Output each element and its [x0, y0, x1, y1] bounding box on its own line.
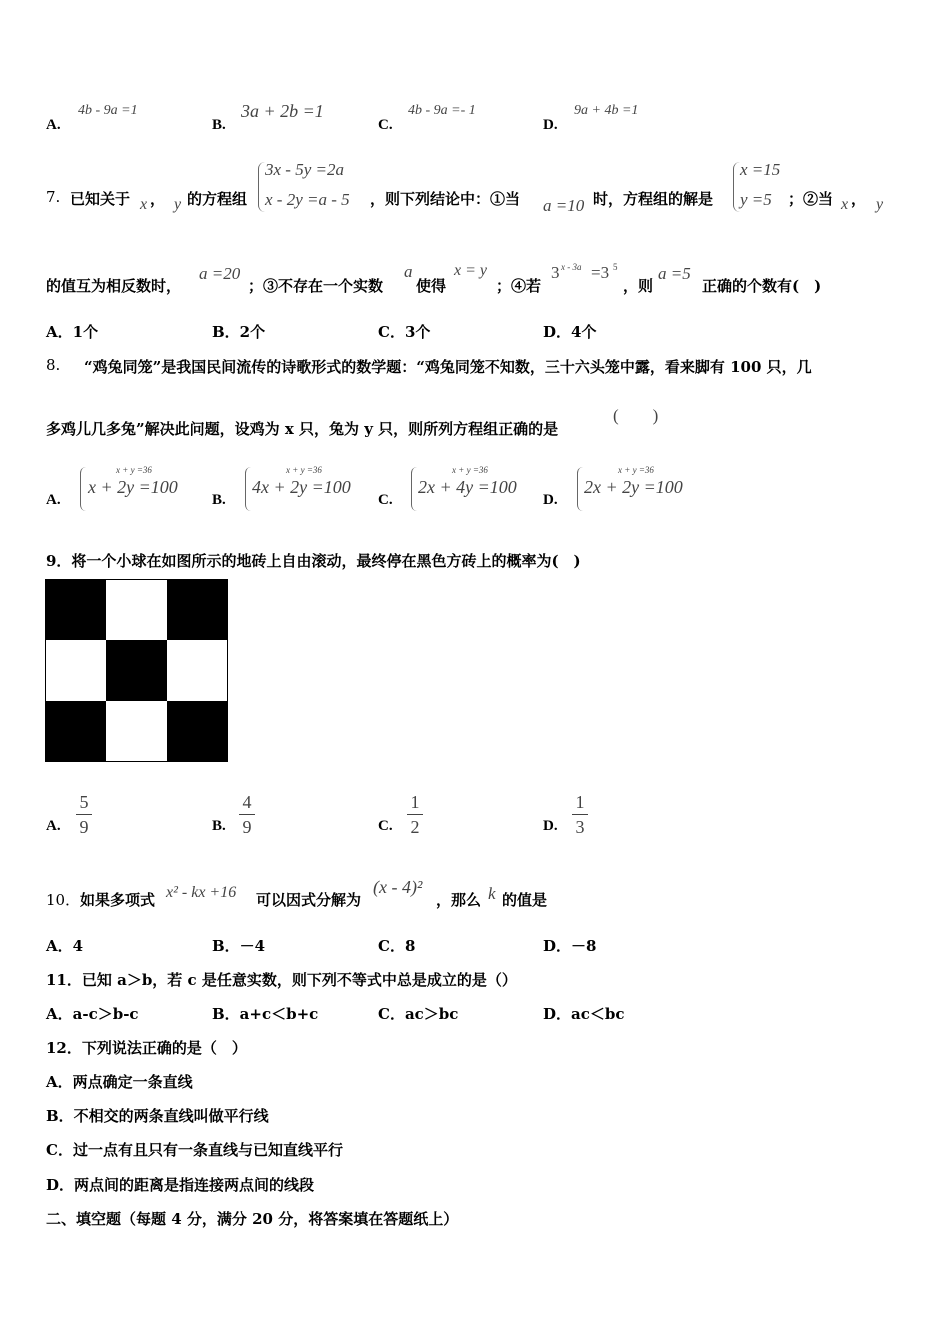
tile-black: [167, 580, 227, 640]
q7-comma-1: ，: [150, 190, 166, 208]
q7-a-eq-20: a =20: [199, 264, 241, 283]
tile-black: [167, 701, 227, 761]
q7-power-left-exponent: x - 3a: [561, 262, 582, 272]
q10-option-b: B．－4: [212, 937, 266, 955]
q10-number: 10．: [46, 891, 81, 909]
q8-option-c-brace: [411, 467, 417, 511]
q7-text-11: 正确的个数有( ): [702, 277, 822, 295]
q6-option-b-expr: 3a + 2b =1: [241, 101, 324, 121]
q12-text: 12．下列说法正确的是（ ）: [46, 1039, 247, 1057]
q8-option-d-label: D.: [543, 492, 558, 508]
q10-text-3: ，那么: [436, 891, 482, 909]
tile-black: [46, 701, 106, 761]
q8-text-line-2: 多鸡儿几多兔”解决此问题，设鸡为 x 只，兔为 y 只，则所列方程组正确的是: [46, 420, 559, 438]
checkerboard-figure: [45, 579, 228, 762]
q8-option-c-eq2: 2x + 4y =100: [418, 477, 517, 497]
q7-number: 7.: [46, 188, 61, 206]
q7-text-5: ；②当: [788, 190, 834, 208]
q8-option-a-eq2: x + 2y =100: [88, 477, 178, 497]
q9-option-d-denominator: 3: [575, 817, 585, 837]
q11-option-b: B．a+c＜b+c: [212, 1005, 319, 1023]
q7-solution-y: y =5: [740, 190, 772, 209]
q9-option-d-numerator: 1: [575, 792, 585, 812]
q8-option-d-brace: [577, 467, 583, 511]
q12-option-a: A．两点确定一条直线: [46, 1073, 193, 1091]
section-2-heading: 二、填空题（每题 4 分，满分 20 分，将答案填在答题纸上）: [46, 1210, 459, 1228]
q9-option-b-denominator: 9: [242, 817, 252, 837]
q7-system-brace: [258, 162, 265, 212]
q8-option-c-eq1: x + y =36: [452, 465, 488, 475]
q8-option-b-eq2: 4x + 2y =100: [252, 477, 351, 497]
q7-text-1: 已知关于: [70, 190, 131, 208]
tile-white: [106, 701, 166, 761]
q10-text-1: 如果多项式: [80, 891, 156, 909]
q7-power-right: =3: [591, 263, 610, 282]
q10-option-d: D．－8: [543, 937, 597, 955]
q7-solution-x: x =15: [740, 160, 781, 179]
tile-white: [46, 640, 106, 700]
tile-white: [106, 580, 166, 640]
q7-text-3: ，则下列结论中：①当: [370, 190, 521, 208]
q7-text-4: 时，方程组的解是: [593, 190, 714, 208]
q9-option-a-label: A.: [46, 818, 61, 834]
q9-option-b-label: B.: [212, 818, 226, 834]
q8-option-b-brace: [245, 467, 251, 511]
q10-factored-form: (x - 4)²: [373, 877, 423, 897]
q10-option-c: C．8: [378, 937, 416, 955]
q9-option-c-denominator: 2: [410, 817, 420, 837]
tile-white: [167, 640, 227, 700]
q11-text: 11．已知 a＞b，若 c 是任意实数，则下列不等式中总是成立的是（）: [46, 971, 517, 989]
q12-option-d: D．两点间的距离是指连接两点间的线段: [46, 1176, 315, 1194]
q7-text-8: 使得: [416, 277, 447, 295]
q10-option-a: A．4: [46, 937, 84, 955]
q7-var-y: y: [174, 196, 182, 213]
q8-number: 8.: [46, 356, 61, 374]
q7-a-eq-5: a =5: [658, 264, 691, 283]
q7-a-eq-10: a =10: [543, 196, 585, 215]
q9-option-c-numerator: 1: [410, 792, 420, 812]
q8-option-d-eq2: 2x + 2y =100: [584, 477, 683, 497]
q7-option-d: D．4个: [543, 323, 597, 341]
q6-option-d-expr: 9a + 4b =1: [574, 103, 639, 118]
q7-option-a: A．1个: [46, 323, 99, 341]
q8-option-b-label: B.: [212, 492, 226, 508]
q9-option-d-fraction: [572, 792, 588, 837]
q7-text-6: 的值互为相反数时，: [46, 277, 182, 295]
q7-text-7: ；③不存在一个实数: [248, 277, 384, 295]
q7-option-b: B．2个: [212, 323, 266, 341]
tile-black: [106, 640, 166, 700]
q10-var-k: k: [488, 884, 496, 903]
q6-option-d-label: D.: [543, 117, 558, 133]
q7-power-left-base: 3: [551, 263, 560, 282]
q7-system-eq1: 3x - 5y =2a: [265, 160, 344, 179]
q9-option-a-fraction: [76, 792, 92, 837]
q6-option-a-label: A.: [46, 117, 61, 133]
q7-solution-brace: [733, 162, 740, 212]
q8-option-a-eq1: x + y =36: [116, 465, 152, 475]
q8-text-line-1: “鸡兔同笼”是我国民间流传的诗歌形式的数学题：“鸡兔同笼不知数，三十六头笼中露，看来脚有 100 只，几: [84, 358, 812, 376]
q11-option-a: A．a-c＞b-c: [46, 1005, 139, 1023]
q7-text-9: ；④若: [496, 277, 542, 295]
q8-option-c-label: C.: [378, 492, 393, 508]
q7-option-c: C．3个: [378, 323, 431, 341]
q12-option-b: B．不相交的两条直线叫做平行线: [46, 1107, 269, 1125]
q10-text-2: 可以因式分解为: [256, 891, 362, 909]
q9-option-b-fraction: [239, 792, 255, 837]
q10-text-4: 的值是: [502, 891, 548, 909]
q7-var-y-2: y: [876, 196, 884, 213]
q6-option-a-expr: 4b - 9a =1: [78, 103, 138, 118]
q9-option-c-label: C.: [378, 818, 393, 834]
q7-var-x: x: [140, 196, 148, 213]
q9-option-c-fraction: [407, 792, 423, 837]
tile-black: [46, 580, 106, 640]
q9-option-b-numerator: 4: [242, 792, 252, 812]
q8-option-b-eq1: x + y =36: [286, 465, 322, 475]
q9-text: 9．将一个小球在如图所示的地砖上自由滚动，最终停在黑色方砖上的概率为( ): [46, 552, 581, 570]
q6-option-c-expr: 4b - 9a =- 1: [408, 103, 476, 118]
q7-power-right-exponent: 5: [613, 262, 618, 272]
q12-option-c: C．过一点有且只有一条直线与已知直线平行: [46, 1141, 343, 1159]
q10-polynomial: x² - kx +16: [166, 884, 237, 901]
q9-option-a-denominator: 9: [79, 817, 89, 837]
q8-option-d-eq1: x + y =36: [618, 465, 654, 475]
q8-option-a-brace: [80, 467, 86, 511]
q8-option-a-label: A.: [46, 492, 61, 508]
q8-answer-paren: ( ): [613, 406, 659, 425]
q7-text-2: 的方程组: [187, 190, 248, 208]
q7-var-a: a: [404, 262, 413, 281]
q6-option-c-label: C.: [378, 117, 393, 133]
q9-option-d-label: D.: [543, 818, 558, 834]
q11-option-d: D．ac＜bc: [543, 1005, 625, 1023]
q7-var-x-2: x: [841, 196, 849, 213]
q7-x-eq-y: x = y: [454, 262, 487, 279]
q6-option-b-label: B.: [212, 117, 226, 133]
q9-option-a-numerator: 5: [79, 792, 89, 812]
q7-text-10: ，则: [623, 277, 654, 295]
q7-comma-2: ，: [851, 190, 867, 208]
q7-system-eq2: x - 2y =a - 5: [265, 190, 350, 209]
q11-option-c: C．ac＞bc: [378, 1005, 459, 1023]
